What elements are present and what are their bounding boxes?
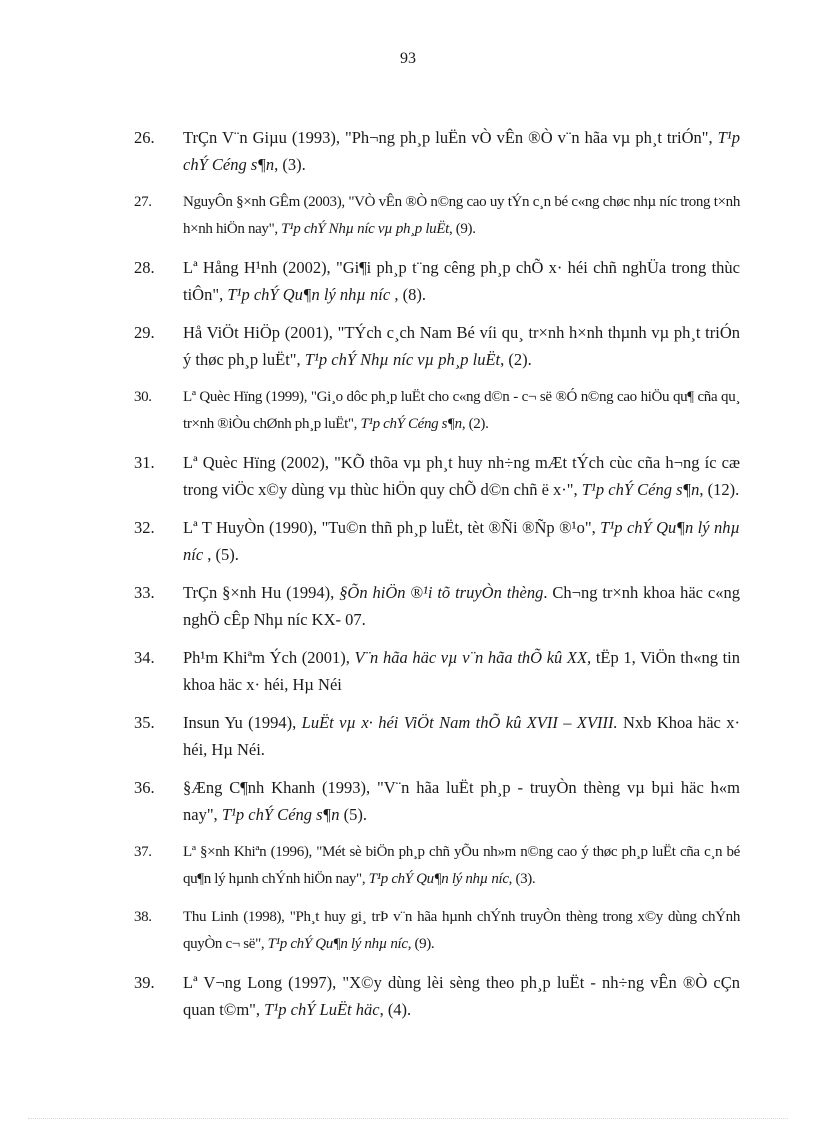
reference-text: [183, 709, 740, 763]
reference-text-segment: Ph¹m Khiªm Ých (2001),: [183, 648, 355, 667]
reference-text-segment: tËp 1, ViÖn th«ng tin khoa häc x· héi, Hµ Néi: [183, 648, 741, 694]
reference-text-segment: Lª §×nh Khiªn (1996), "Mét sè biÖn ph¸p chñ yÕu nh»m n©ng cao ý thøc ph¸p luËt cña c¸n bé qu¶n lý hµnh chÝnh hiÖn nay",: [183, 844, 740, 887]
page-bottom-border: [28, 1118, 788, 1119]
reference-text: [183, 449, 740, 503]
reference-text: [183, 969, 740, 1023]
reference-text-segment: , (4).: [379, 1000, 412, 1019]
reference-text: [183, 319, 740, 373]
reference-source-title: T¹p chÝ Qu¶n lý nhµ níc: [227, 285, 391, 304]
reference-item: [134, 579, 740, 633]
reference-item: [134, 384, 740, 438]
reference-text-segment: , (3).: [274, 155, 306, 174]
reference-number: 31.: [134, 453, 155, 472]
reference-text-segment: Lª Hång H¹nh (2002), "Gi¶i ph¸p t¨ng cêng ph¸p chÕ x· héi chñ nghÜa trong thùc tiÔn",: [183, 258, 740, 304]
reference-number: 32.: [134, 518, 155, 537]
reference-number: 34.: [134, 648, 155, 667]
reference-source-title: T¹p chÝ Qu¶n lý nhµ níc: [368, 871, 509, 887]
reference-text: [183, 904, 740, 958]
reference-number: 39.: [134, 973, 155, 992]
reference-source-title: T¹p chÝ LuËt häc: [264, 1000, 380, 1019]
reference-source-title: T¹p chÝ Céng s¶n: [360, 416, 462, 432]
reference-number: 30.: [134, 389, 152, 405]
reference-item: [134, 839, 740, 893]
reference-source-title: T¹p chÝ Céng s¶n: [183, 128, 740, 174]
reference-item: [134, 709, 740, 763]
reference-text-segment: Thu Linh (1998), "Ph¸t huy gi¸ trÞ v¨n hãa hµnh chÝnh truyÒn thèng trong x©y dùng chÝnh quyÒn c¬ së",: [183, 909, 740, 952]
reference-source-title: §Õn hiÖn ®¹i tõ truyÒn thèng: [339, 583, 544, 602]
reference-text: [183, 384, 740, 438]
reference-item: [134, 514, 740, 568]
reference-text: [183, 189, 740, 243]
reference-number: 27.: [134, 194, 152, 210]
reference-item: [134, 449, 740, 503]
reference-text-segment: . Ch¬ng tr×nh khoa häc c«ng nghÖ cÊp Nhµ níc KX- 07.: [183, 583, 740, 629]
reference-list: [0, 124, 816, 1034]
reference-source-title: LuËt vµ x· héi ViÖt Nam thÕ kû XVII – XVIII.: [301, 713, 618, 732]
reference-number: 38.: [134, 909, 152, 925]
reference-number: 35.: [134, 713, 155, 732]
reference-source-title: T¹p chÝ Céng s¶n: [221, 805, 340, 824]
reference-item: [134, 254, 740, 308]
reference-text-segment: TrÇn §×nh Hu (1994),: [183, 583, 340, 602]
reference-text: [183, 774, 740, 828]
reference-item: [134, 319, 740, 373]
reference-text-segment: NguyÔn §×nh GÊm (2003), "VÒ vÊn ®Ò n©ng cao uy tÝn c¸n bé c«ng chøc nhµ níc trong t×nh h×nh hiÖn nay",: [183, 194, 740, 237]
reference-text-segment: , (3).: [508, 871, 536, 887]
reference-source-title: T¹p chÝ Qu¶n lý nhµ níc: [267, 936, 408, 952]
reference-text-segment: , (12).: [699, 480, 740, 499]
reference-text-segment: Lª Quèc Hïng (2002), "KÕ thõa vµ ph¸t huy nh÷ng mÆt tÝch cùc cña h¬ng íc cæ trong viÖc x©y dùng vµ thùc hiÖn quy chÕ d©n chñ ë x·",: [183, 453, 740, 499]
reference-text-segment: Hå ViÖt HiÖp (2001), "TÝch c¸ch Nam Bé víi qu¸ tr×nh h×nh thµnh vµ ph¸t triÓn ý thøc ph¸p luËt",: [183, 323, 740, 369]
reference-text-segment: Lª T HuyÒn (1990), "Tu©n thñ ph¸p luËt, tèt ®Ñi ®Ñp ®¹o",: [183, 518, 601, 537]
reference-text-segment: , (8).: [390, 285, 426, 304]
reference-text-segment: , (5).: [203, 545, 239, 564]
reference-text-segment: Nxb Khoa häc x· héi, Hµ Néi.: [183, 713, 740, 759]
reference-text-segment: Lª V¬ng Long (1997), "X©y dùng lèi sèng theo ph¸p luËt - nh÷ng vÊn ®Ò cÇn quan t©m",: [183, 973, 740, 1019]
reference-source-title: T¹p chÝ Nhµ níc vµ ph¸p luËt: [304, 350, 501, 369]
reference-number: 33.: [134, 583, 155, 602]
reference-text: [183, 579, 740, 633]
reference-text-segment: , (2).: [461, 416, 489, 432]
reference-text-segment: , (9).: [448, 221, 476, 237]
reference-source-title: T¹p chÝ Céng s¶n: [581, 480, 700, 499]
reference-text-segment: , (9).: [407, 936, 435, 952]
reference-item: [134, 904, 740, 958]
reference-number: 29.: [134, 323, 155, 342]
reference-number: 26.: [134, 128, 155, 147]
page-number: 93: [400, 50, 416, 67]
reference-text-segment: Lª Quèc Hïng (1999), "Gi¸o dôc ph¸p luËt cho c«ng d©n - c¬ së ®Ó n©ng cao hiÖu qu¶ cña qu¸ tr×nh ®iÒu chØnh ph¸p luËt",: [183, 389, 740, 432]
reference-text: [183, 124, 740, 178]
reference-number: 28.: [134, 258, 155, 277]
reference-text-segment: Insun Yu (1994),: [183, 713, 302, 732]
reference-source-title: V¨n hãa häc vµ v¨n hãa thÕ kû XX,: [354, 648, 592, 667]
reference-text-segment: , (2).: [500, 350, 532, 369]
reference-source-title: T¹p chÝ Nhµ níc vµ ph¸p luËt: [281, 221, 449, 237]
reference-number: 37.: [134, 844, 152, 860]
reference-text: [183, 839, 740, 893]
reference-text: [183, 514, 740, 568]
reference-text-segment: TrÇn V¨n Giµu (1993), "Ph¬ng ph¸p luËn vÒ vÊn ®Ò v¨n hãa vµ ph¸t triÓn",: [183, 128, 718, 147]
reference-text-segment: §Æng C¶nh Khanh (1993), "V¨n hãa luËt ph¸p - truyÒn thèng vµ bµi häc h«m nay",: [183, 778, 740, 824]
reference-item: [134, 644, 740, 698]
reference-text: [183, 644, 740, 698]
reference-source-title: T¹p chÝ Qu¶n lý nhµ níc: [183, 518, 740, 564]
reference-item: [134, 124, 740, 178]
reference-text-segment: (5).: [339, 805, 367, 824]
reference-item: [134, 774, 740, 828]
reference-item: [134, 189, 740, 243]
reference-number: 36.: [134, 778, 155, 797]
reference-item: [134, 969, 740, 1023]
reference-text: [183, 254, 740, 308]
